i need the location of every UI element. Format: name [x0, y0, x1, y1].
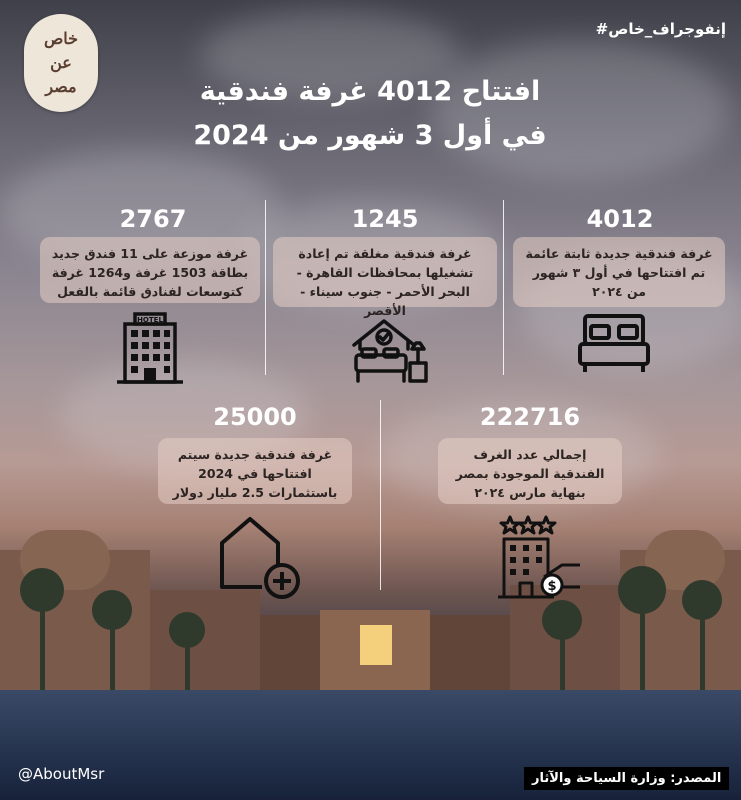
divider: [380, 400, 381, 590]
page-title-line-2: في أول 3 شهور من 2024: [193, 120, 547, 151]
divider: [265, 200, 266, 375]
stat-card: غرفة فندقية مغلقة تم إعادة تشغيلها بمحافظات القاهرة - البحر الأحمر - جنوب سيناء - الأقصر: [273, 237, 497, 307]
source-label: المصدر: وزارة السياحة والآثار: [524, 767, 729, 790]
stat-number: 222716: [479, 403, 581, 431]
stat-card: غرفة فندقية جديدة ثابتة عائمة تم افتتاحها في أول ٣ شهور من ٢٠٢٤: [513, 237, 725, 307]
cloud: [430, 40, 730, 180]
stat-card: غرفة موزعة على 11 فندق جديد بطاقة 1503 غرفة و1264 غرفة كتوسعات لفنادق قائمة بالفعل: [40, 237, 260, 303]
page-title-line-1: افتتاح 4012 غرفة فندقية: [199, 76, 541, 107]
stat-number: 1245: [351, 205, 419, 233]
logo-line-2: عن: [50, 53, 72, 72]
house-bed-icon: [350, 315, 430, 387]
stat-number: 25000: [213, 403, 297, 431]
stat-card: غرفة فندقية جديدة سيتم افتتاحها في 2024 باستثمارات 2.5 مليار دولار: [158, 438, 352, 504]
divider: [503, 200, 504, 375]
social-handle: @AboutMsr: [18, 765, 105, 783]
logo-line-3: مصر: [45, 77, 77, 96]
stat-card: إجمالي عدد الغرف الفندقية الموجودة بمصر بنهاية مارس ٢٠٢٤: [438, 438, 622, 504]
hashtag: #إنفوجراف_خاص: [595, 20, 726, 38]
brand-logo: [24, 14, 98, 112]
hotel-sign-text: HOTEL: [137, 316, 163, 324]
svg-text:$: $: [547, 579, 557, 594]
house-add-icon: [218, 515, 304, 601]
hotel-investment-icon: [496, 515, 588, 603]
hotel-building-icon: [115, 310, 185, 386]
stat-number: 2767: [119, 205, 187, 233]
stat-number: 4012: [586, 205, 654, 233]
bed-icon: [577, 310, 651, 374]
logo-line-1: خاص: [43, 29, 79, 48]
